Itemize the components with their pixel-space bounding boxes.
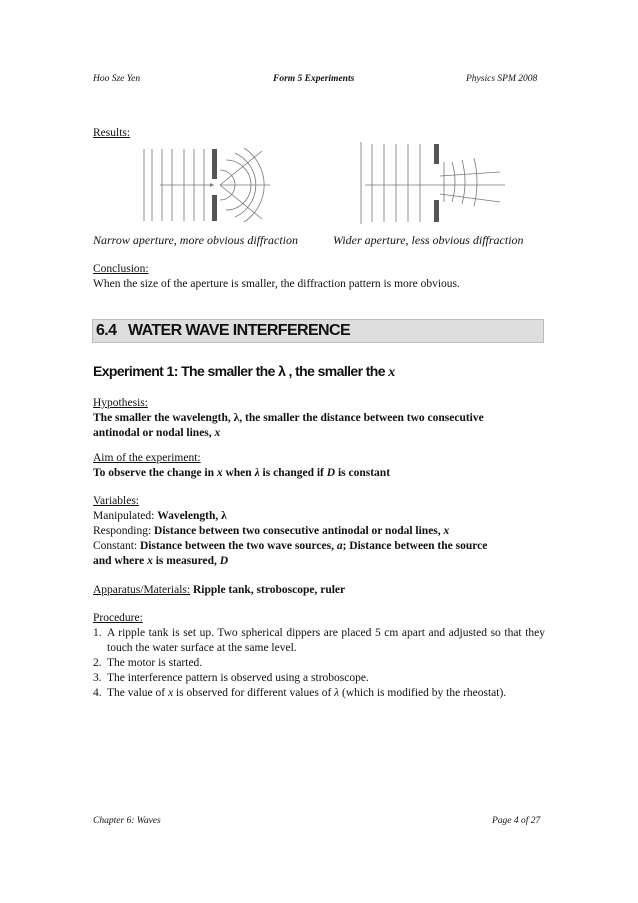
aim-var: D (326, 467, 336, 479)
apparatus-label: Apparatus/Materials: (93, 584, 191, 596)
caption-narrow: Narrow aperture, more obvious diffraction (93, 233, 298, 247)
aim-text (93, 466, 390, 481)
header-title: Form 5 Experiments (273, 74, 355, 84)
step-number: 4. (93, 687, 102, 699)
step-text: A ripple tank is set up. Two spherical dippers are placed 5 cm apart and adjusted so that they touch the water surface at the same level. (107, 627, 545, 654)
footer-chapter: Chapter 6: Waves (93, 816, 161, 826)
step-text: The interference pattern is observed using a stroboscope. (107, 672, 369, 684)
procedure-label: Procedure: (93, 612, 143, 624)
step-text (107, 686, 545, 701)
aim-part: when (222, 467, 255, 479)
hypothesis-var: x (214, 427, 221, 439)
step-text-part: (which is modified by the rheostat). (339, 687, 507, 699)
constant-label: Constant: (93, 540, 140, 552)
narrow-aperture-diagram (140, 145, 300, 225)
aim-part: is changed if (259, 467, 327, 479)
procedure-step-2 (93, 656, 545, 671)
step-number: 1. (93, 627, 102, 639)
conclusion-label: Conclusion: (93, 263, 149, 275)
hypothesis-line-2 (93, 426, 220, 441)
hypothesis-label: Hypothesis: (93, 397, 148, 409)
procedure-step-4 (93, 686, 545, 701)
procedure-step-1 (93, 626, 545, 656)
constant-var: D (219, 555, 229, 567)
apparatus (93, 583, 345, 598)
variables-label: Variables: (93, 495, 139, 507)
step-text-part: is observed for different values of (173, 687, 335, 699)
wide-aperture-diagram (360, 140, 510, 225)
step-number: 3. (93, 672, 102, 684)
procedure-step-3 (93, 671, 545, 686)
hypothesis-line-1: The smaller the wavelength, λ, the smaller the distance between two consecutive (93, 412, 484, 424)
constant-var: a (336, 540, 343, 552)
step-text-part: The value of (107, 687, 168, 699)
footer-page-number: Page 4 of 27 (492, 816, 541, 826)
manipulated-value: Wavelength, λ (157, 510, 227, 522)
step-text: The motor is started. (107, 657, 203, 669)
aim-var: λ (254, 467, 260, 479)
manipulated-label: Manipulated: (93, 510, 158, 522)
aim-label: Aim of the experiment: (93, 452, 201, 464)
aim-part: To observe the change in (93, 467, 217, 479)
section-heading-bar (92, 319, 544, 343)
results-label: Results: (93, 127, 131, 139)
experiment-title-var: x (388, 365, 395, 380)
responding-value: Distance between two consecutive antinodal or nodal lines, (154, 525, 444, 537)
constant-variable-line-2 (93, 554, 228, 569)
responding-var: x (443, 525, 450, 537)
constant-var: x (147, 555, 153, 567)
step-var: λ (334, 687, 340, 699)
step-number: 2. (93, 657, 102, 669)
responding-variable (93, 524, 449, 539)
constant-value: is measured, (152, 555, 220, 567)
caption-wide: Wider aperture, less obvious diffraction (333, 233, 524, 247)
header-subject: Physics SPM 2008 (466, 74, 538, 84)
section-title: 6.4 WATER WAVE INTERFERENCE (96, 322, 351, 339)
responding-label: Responding: (93, 525, 155, 537)
constant-value: and where (93, 555, 148, 567)
step-var: x (168, 687, 174, 699)
hypothesis-line-2-text: antinodal or nodal lines, (93, 427, 215, 439)
apparatus-value: Ripple tank, stroboscope, ruler (190, 584, 346, 596)
constant-variable (93, 539, 487, 554)
conclusion-text: When the size of the aperture is smaller, the diffraction pattern is more obvious. (93, 278, 460, 290)
experiment-title-text: Experiment 1: The smaller the λ , the smaller the (93, 363, 389, 379)
header-author: Hoo Sze Yen (93, 74, 141, 84)
aim-part: is constant (335, 467, 391, 479)
constant-value: ; Distance between the source (342, 540, 488, 552)
experiment-title (93, 363, 395, 381)
constant-value: Distance between the two wave sources, (139, 540, 337, 552)
manipulated-variable (93, 509, 227, 524)
aim-var: x (216, 467, 223, 479)
